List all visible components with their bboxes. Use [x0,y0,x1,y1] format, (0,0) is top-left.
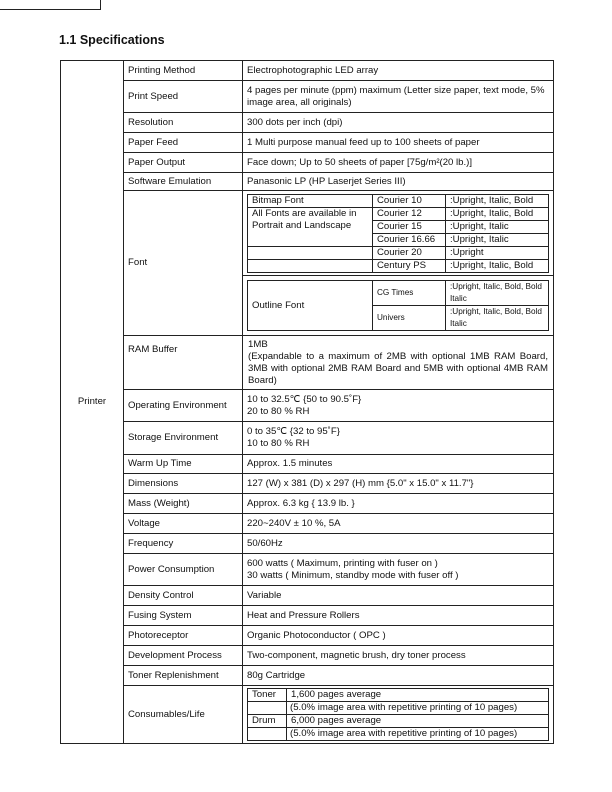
row-value: Organic Photoconductor ( OPC ) [243,626,554,646]
power-minimum: 30 watts ( Minimum, standby mode with fuser off ) [247,569,459,581]
outline-font-cell [243,276,554,336]
font-name: Courier 20 [373,247,446,260]
row-value [243,390,554,422]
row-label: Paper Feed [124,133,243,153]
outline-font-table [247,280,549,331]
bitmap-font-title: Bitmap Font [248,195,373,208]
row-value: 300 dots per inch (dpi) [243,113,554,133]
font-styles: :Upright, Italic, Bold, Bold Italic [446,306,549,331]
row-value [243,422,554,455]
font-styles: :Upright, Italic, Bold [446,195,549,208]
drum-note: (5.0% image area with repetitive printing of 10 pages) [287,728,549,741]
table-row [61,455,554,474]
row-value: 80g Cartridge [243,666,554,686]
row-label: Photoreceptor [124,626,243,646]
font-name: Univers [373,306,446,331]
row-label: Dimensions [124,474,243,494]
table-row [61,626,554,646]
row-value: 220~240V ± 10 %, 5A [243,514,554,534]
row-label: Warm Up Time [124,455,243,474]
drum-life: 6,000 pages average [287,715,549,728]
category-cell: Printer [61,61,124,744]
table-row [61,113,554,133]
row-label: Voltage [124,514,243,534]
page-corner-tab [0,0,101,10]
row-label: Print Speed [124,81,243,113]
row-label: Consumables/Life [124,686,243,744]
row-label: Frequency [124,534,243,554]
row-label: Fusing System [124,606,243,626]
row-value [243,686,554,744]
toner-note: (5.0% image area with repetitive printing of 10 pages) [287,702,549,715]
table-row [61,191,554,276]
font-styles: :Upright, Italic [446,221,549,234]
table-row [61,494,554,514]
bitmap-font-note: All Fonts are available in Portrait and Landscape [248,208,373,247]
table-row [61,153,554,173]
font-styles: :Upright, Italic, Bold [446,208,549,221]
operating-temperature: 10 to 32.5℃ {50 to 90.5˚F} [247,393,362,405]
section-title: 1.1 Specifications [59,33,165,47]
storage-temperature: 0 to 35℃ {32 to 95˚F} [247,426,340,437]
consumables-table [247,688,549,741]
font-name: Courier 16.66 [373,234,446,247]
font-name: Century PS [373,260,446,273]
row-label: Storage Environment [124,422,243,455]
power-maximum: 600 watts ( Maximum, printing with fuser on ) [247,557,438,569]
font-name: Courier 12 [373,208,446,221]
outline-font-title: Outline Font [248,281,373,331]
row-value: 50/60Hz [243,534,554,554]
row-value: Variable [243,586,554,606]
table-row [61,61,554,81]
table-row [61,133,554,153]
table-row [61,666,554,686]
font-styles: :Upright [446,247,549,260]
row-value: Heat and Pressure Rollers [243,606,554,626]
table-row [61,422,554,455]
row-label: RAM Buffer [124,336,243,390]
row-value [243,554,554,586]
row-value: 1 Multi purpose manual feed up to 100 sheets of paper [243,133,554,153]
toner-label: Toner [248,689,287,702]
font-name: CG Times [373,281,446,306]
row-label: Font [124,191,243,336]
row-value: Face down; Up to 50 sheets of paper [75g/m²(20 lb.)] [243,153,554,173]
table-row [61,173,554,191]
table-row [61,390,554,422]
table-row [61,514,554,534]
font-styles: :Upright, Italic [446,234,549,247]
row-value: Two-component, magnetic brush, dry toner process [243,646,554,666]
table-row [61,336,554,390]
row-label: Mass (Weight) [124,494,243,514]
table-row [61,474,554,494]
row-label: Printing Method [124,61,243,81]
row-value: Electrophotographic LED array [243,61,554,81]
row-label: Paper Output [124,153,243,173]
row-label: Toner Replenishment [124,666,243,686]
operating-humidity: 20 to 80 % RH [247,405,310,417]
row-label: Resolution [124,113,243,133]
table-row [61,686,554,744]
bitmap-font-table [247,194,549,273]
font-styles: :Upright, Italic, Bold [446,260,549,273]
row-value: Approx. 1.5 minutes [243,455,554,474]
bitmap-font-cell [243,191,554,276]
toner-life: 1,600 pages average [287,689,549,702]
row-value [243,336,554,390]
table-row [61,554,554,586]
specifications-table [60,60,554,744]
ram-expansion: (Expandable to a maximum of 2MB with optional 1MB RAM Board, 3MB with optional 2MB RAM Board and 5MB with optional 4MB RAM Board) [248,350,548,386]
table-row [61,81,554,113]
row-value: 4 pages per minute (ppm) maximum (Letter size paper, text mode, 5% image area, all originals) [243,81,554,113]
table-row [61,646,554,666]
ram-size: 1MB [248,338,268,350]
font-styles: :Upright, Italic, Bold, Bold Italic [446,281,549,306]
row-value: Approx. 6.3 kg { 13.9 lb. } [243,494,554,514]
row-value: Panasonic LP (HP Laserjet Series III) [243,173,554,191]
storage-humidity: 10 to 80 % RH [247,438,310,449]
drum-label: Drum [248,715,287,728]
row-label: Operating Environment [124,390,243,422]
table-row [61,586,554,606]
table-row [61,534,554,554]
row-label: Development Process [124,646,243,666]
table-row [61,606,554,626]
row-value: 127 (W) x 381 (D) x 297 (H) mm {5.0" x 15.0" x 11.7"} [243,474,554,494]
row-label: Density Control [124,586,243,606]
row-label: Software Emulation [124,173,243,191]
row-label: Power Consumption [124,554,243,586]
font-name: Courier 15 [373,221,446,234]
font-name: Courier 10 [373,195,446,208]
